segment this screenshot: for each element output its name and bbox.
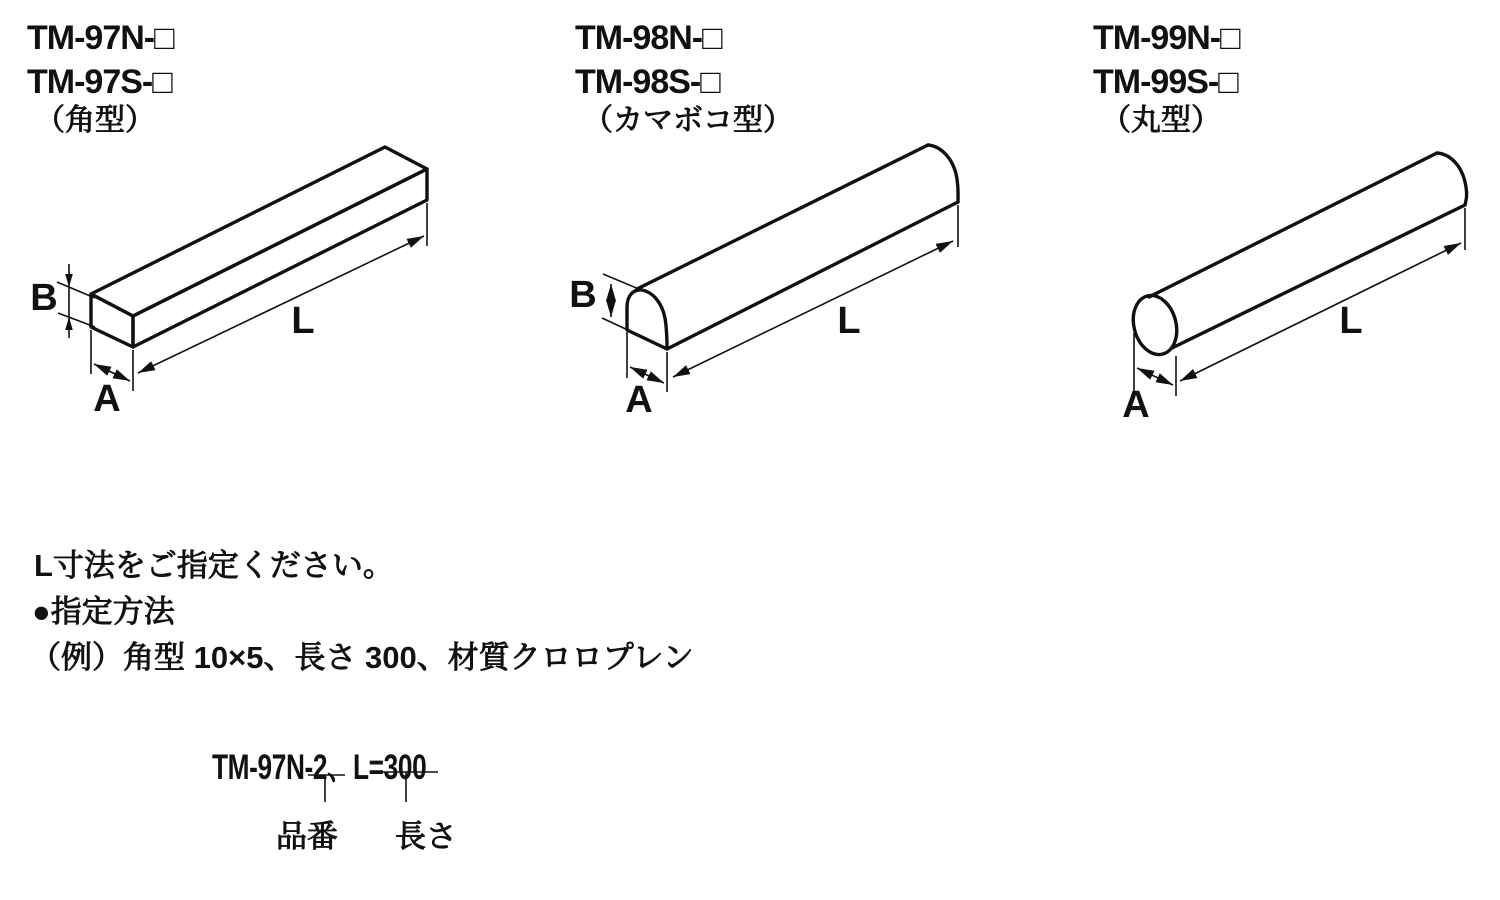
dim-line-a [1137, 368, 1173, 385]
bar-front-face [91, 294, 133, 347]
dim-label-l: L [1339, 300, 1363, 342]
dim-label-a: A [1122, 384, 1150, 426]
bar-side-face [133, 169, 427, 347]
product-code: TM-97N-□ [27, 19, 174, 57]
product-code: TM-98S-□ [575, 63, 720, 101]
drawing-round-bar [1122, 153, 1466, 426]
bar-top-silhouette [637, 145, 928, 289]
bar-end-cap [928, 145, 958, 202]
part-number-label: 品番 [276, 819, 338, 854]
dim-label-l: L [837, 300, 861, 342]
dim-label-a: A [625, 379, 653, 421]
product-code: TM-99N-□ [1093, 19, 1240, 57]
shape-type-label: （角型） [35, 104, 155, 137]
product-code: TM-98N-□ [575, 19, 722, 57]
dim-line-l [1180, 243, 1461, 381]
dim-label-b: B [569, 274, 597, 316]
bar-end-cap [1437, 153, 1467, 205]
example-order-code: TM-97N-2、L=300 [212, 748, 427, 787]
product-code: TM-97S-□ [27, 63, 172, 101]
shape-type-label: （カマボコ型） [583, 104, 793, 137]
bar-front-ellipse [1127, 291, 1183, 360]
dim-line-l [673, 241, 953, 377]
bar-bottom-silhouette [667, 202, 958, 349]
bar-top-face [91, 147, 427, 316]
note-method-heading: ●指定方法 [32, 594, 175, 629]
dim-label-b: B [30, 277, 58, 319]
dim-label-l: L [291, 300, 315, 342]
shape-type-label: （丸型） [1101, 104, 1221, 137]
note-specify-length: L寸法をご指定ください。 [34, 548, 394, 583]
dim-line-l [138, 236, 424, 373]
length-label: 長さ [395, 819, 457, 854]
witness-line [57, 282, 95, 298]
witness-line [603, 274, 646, 292]
bar-bottom-silhouette [1172, 205, 1465, 348]
product-code: TM-99S-□ [1093, 63, 1238, 101]
drawing-halfround-bar [569, 145, 958, 421]
note-example-line: （例）角型 10×5、長さ 300、材質クロロプレン [30, 640, 694, 675]
arrowhead [65, 274, 73, 287]
dim-label-a: A [93, 378, 121, 420]
bar-front-profile [627, 290, 667, 349]
drawing-square-bar [30, 147, 427, 420]
